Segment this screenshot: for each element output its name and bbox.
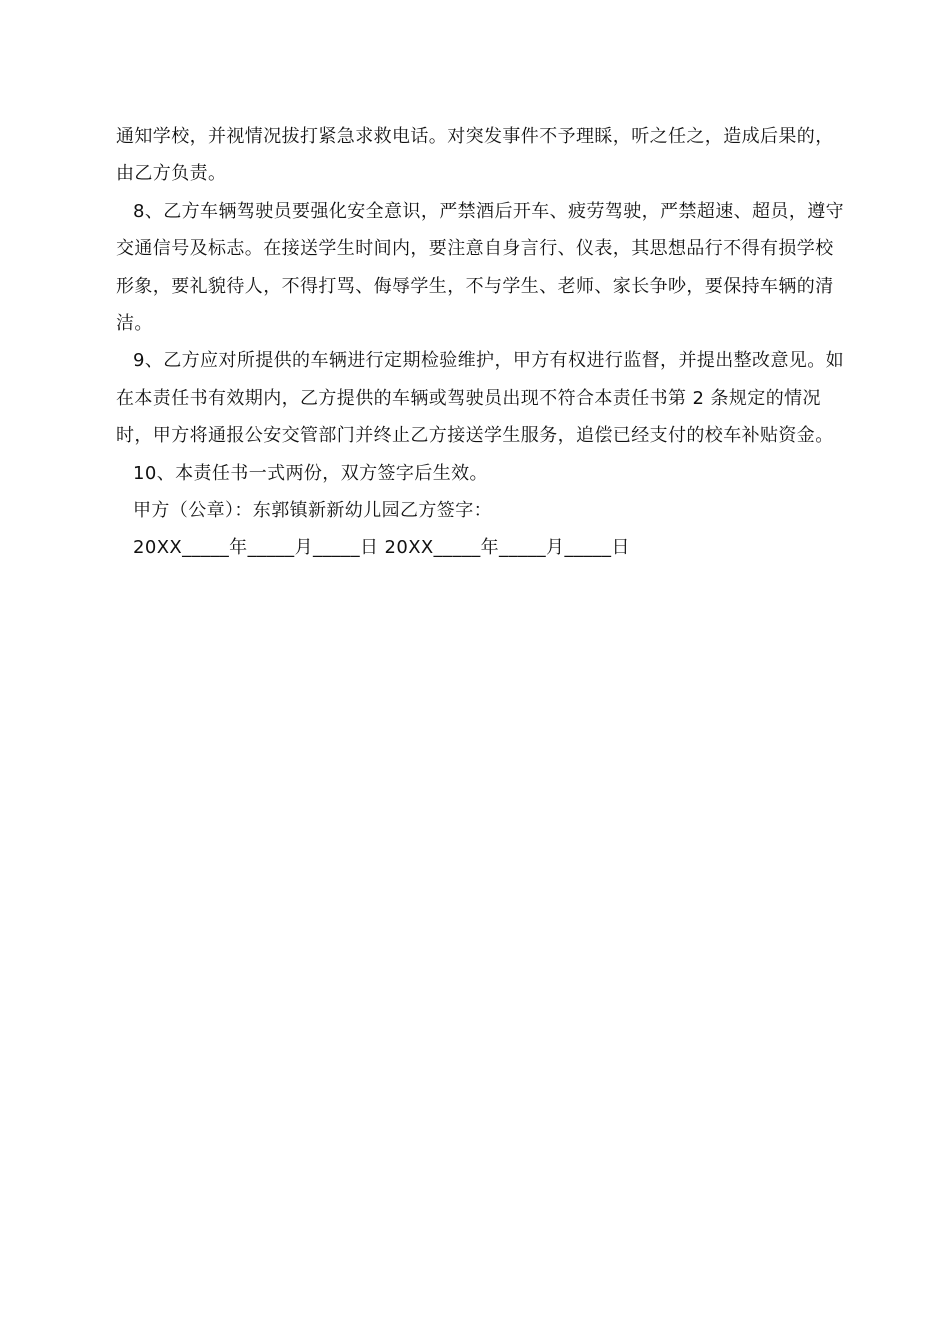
paragraph-clause-8: 8、乙方车辆驾驶员要强化安全意识，严禁酒后开车、疲劳驾驶，严禁超速、超员，遵守交通信号及标志。在接送学生时间内，要注意自身言行、仪表，其思想品行不得有损学校形象，要礼貌待人，不得打骂、侮辱学生，不与学生、老师、家长争吵，要保持车辆的清洁。 bbox=[116, 200, 845, 335]
paragraph-clause-10: 10、本责任书一式两份，双方签字后生效。 bbox=[133, 462, 488, 484]
document-body bbox=[116, 118, 846, 567]
signature-line: 甲方（公章）：东郭镇新新幼儿园乙方签字： bbox=[133, 500, 492, 522]
date-line: 20XX_____年_____月_____日 20XX_____年_____月_____日 bbox=[133, 537, 630, 559]
paragraph-clause-9: 9、乙方应对所提供的车辆进行定期检验维护，甲方有权进行监督，并提出整改意见。如在本责任书有效期内，乙方提供的车辆或驾驶员出现不符合本责任书第 2 条规定的情况时，甲方将通报公安交管部门并终止乙方接送学生服务，追偿已经支付的校车补贴资金。 bbox=[116, 350, 845, 447]
paragraph-continuation: 通知学校，并视情况拔打紧急求救电话。对突发事件不予理睬，听之任之，造成后果的，由乙方负责。 bbox=[116, 126, 834, 185]
